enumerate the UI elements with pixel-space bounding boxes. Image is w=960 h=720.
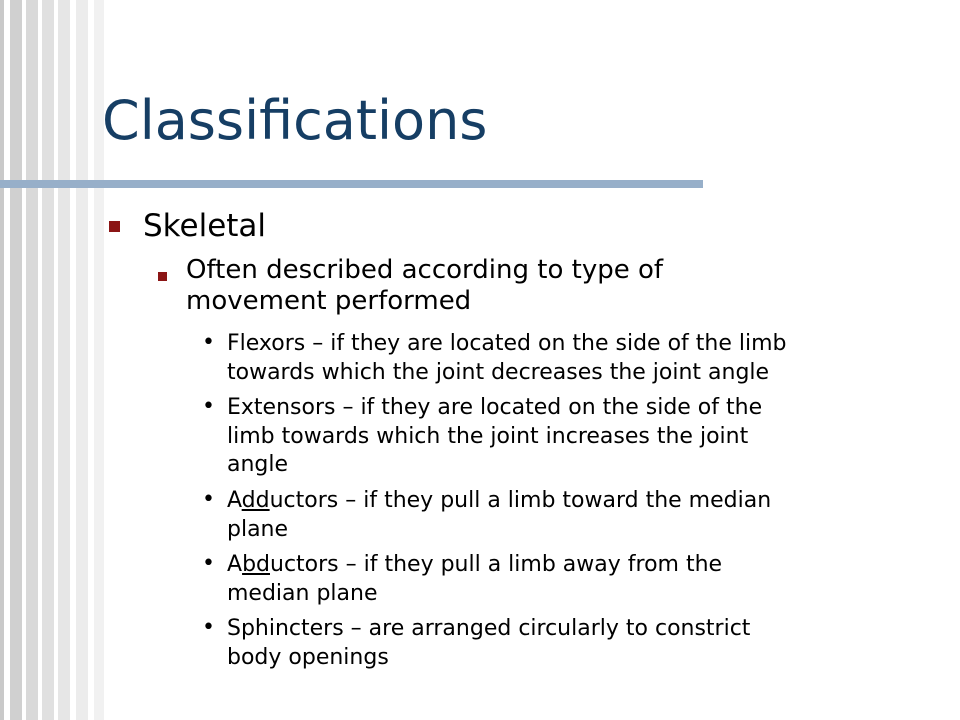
level3-item-sphincters-line1: Sphincters – are arranged circularly to constrict — [227, 616, 751, 641]
round-bullet-icon: • — [202, 487, 215, 512]
level3-item-extensors-line1: Extensors – if they are located on the side of the — [227, 395, 763, 420]
level3-item-flexors-line2: towards which the joint decreases the joint angle — [227, 360, 770, 385]
round-bullet-icon: • — [202, 615, 215, 640]
level3-item-sphincters-line2: body openings — [227, 645, 389, 670]
level3-item-extensors-line2: limb towards which the joint increases the joint — [227, 424, 749, 449]
level1-bullet-text: Skeletal — [143, 208, 267, 244]
adductors-suffix: uctors – if they pull a limb toward the median — [269, 488, 772, 513]
abductors-underlined-text: bd — [242, 552, 270, 577]
round-bullet-icon: • — [202, 394, 215, 419]
level3-item-extensors-line3: angle — [227, 452, 289, 477]
abductors-suffix: uctors – if they pull a limb away from the — [270, 552, 723, 577]
square-bullet-icon — [158, 272, 167, 281]
round-bullet-icon: • — [202, 551, 215, 576]
level3-item-flexors-line1: Flexors – if they are located on the side of the limb — [227, 331, 787, 356]
level2-bullet-line1: Often described according to type of — [186, 255, 664, 285]
adductors-prefix: A — [227, 488, 242, 513]
round-bullet-icon: • — [202, 330, 215, 355]
level3-item-adductors-line2: plane — [227, 517, 289, 542]
level3-item-adductors-line1 — [227, 487, 771, 514]
slide-title: Classifications — [102, 89, 488, 152]
title-underline-rule — [0, 180, 703, 188]
level3-item-abductors-line2: median plane — [227, 581, 378, 606]
level2-bullet-line2: movement performed — [186, 286, 472, 316]
abductors-prefix: A — [227, 552, 243, 577]
adductors-underlined-text: dd — [241, 488, 270, 513]
square-bullet-icon — [109, 221, 120, 232]
level3-item-abductors-line1 — [227, 551, 722, 578]
